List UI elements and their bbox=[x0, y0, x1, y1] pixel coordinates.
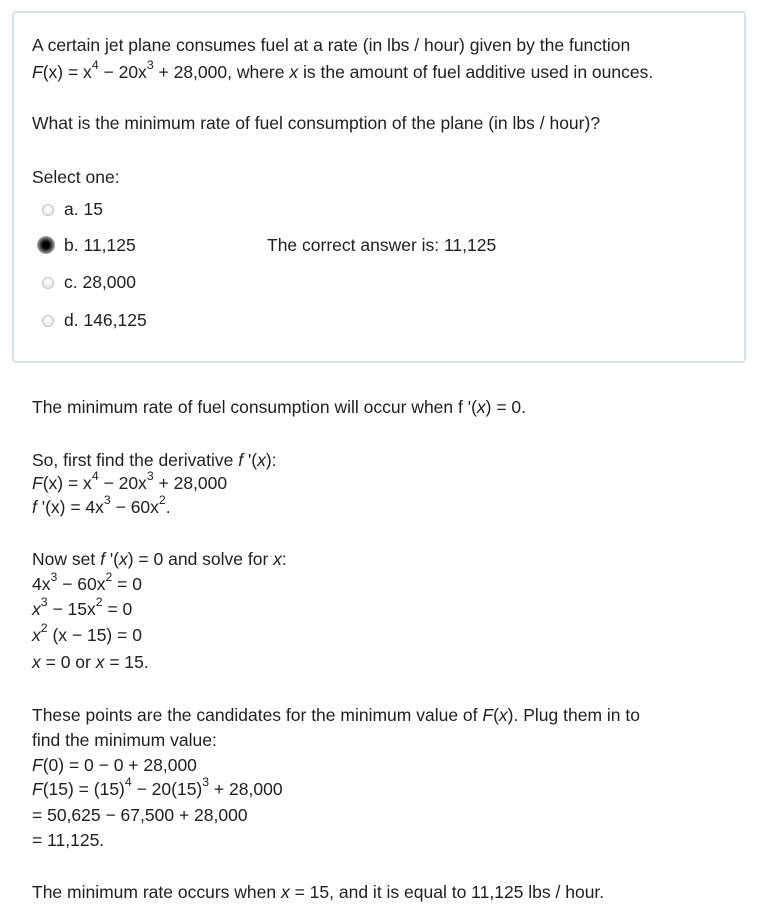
question-prompt: What is the minimum rate of fuel consumption of the plane (in lbs / hour)? bbox=[32, 113, 601, 133]
solution-candidates-continued: find the minimum value: bbox=[32, 730, 217, 750]
option-label: c. 28,000 bbox=[64, 272, 136, 292]
solution-function: $F(x) = x^4 - 20x^3 + 28,000$ bbox=[32, 469, 228, 493]
solution-derivative: f '$(x) = 4x^3 - 60x^2$. bbox=[32, 493, 171, 517]
solution-equation-1: $4x^3 - 60x^2 = 0$ bbox=[32, 570, 142, 594]
question-stem: A certain jet plane consumes fuel at a rate (in lbs / hour) given by the function bbox=[32, 35, 631, 55]
solution-candidates: These points are the candidates for the minimum value of F(x). Plug them in to bbox=[32, 705, 640, 725]
solution-equation-2: $x^3 - 15x^2 = 0$ bbox=[32, 595, 133, 619]
solution-equation-4: x = 0 or x = 15. bbox=[32, 652, 149, 672]
radio-button[interactable] bbox=[42, 315, 54, 327]
option-label: b. 11,125 bbox=[64, 235, 136, 255]
radio-button-selected[interactable] bbox=[37, 236, 55, 254]
radio-button[interactable] bbox=[42, 277, 54, 289]
select-label: Select one: bbox=[32, 167, 120, 187]
correct-answer-feedback: The correct answer is: 11,125 bbox=[267, 235, 497, 255]
option-label: a. 15 bbox=[64, 199, 103, 219]
solution-calc-2: = 11,125. bbox=[32, 830, 105, 850]
solution-calc-1: = 50,625 − 67,500 + 28,000 bbox=[32, 805, 248, 825]
solution-derivative-heading: So, first find the derivative f '(x): bbox=[32, 450, 277, 470]
question-function: $F(x) = x^4 - 20x^3 + 28,000$, where x is the amount of fuel additive used in ounces. bbox=[32, 58, 654, 82]
solution-conclusion: The minimum rate occurs when x = 15, and it is equal to 11,125 lbs / hour. bbox=[32, 882, 605, 902]
option-label: d. 146,125 bbox=[64, 310, 147, 330]
solution-equation-3: $x^2$ (x − 15) = 0 bbox=[32, 621, 142, 645]
solution-intro: The minimum rate of fuel consumption will occur when f '(x) = 0. bbox=[32, 397, 527, 417]
solution-f0: F(0) = 0 − 0 + 28,000 bbox=[32, 755, 197, 775]
radio-button[interactable] bbox=[42, 204, 54, 216]
solution-f15: $F(15) = (15)^4 - 20(15)^3 + 28,000$ bbox=[32, 775, 283, 799]
solution-set-heading: Now set f '(x) = 0 and solve for x: bbox=[32, 549, 287, 569]
